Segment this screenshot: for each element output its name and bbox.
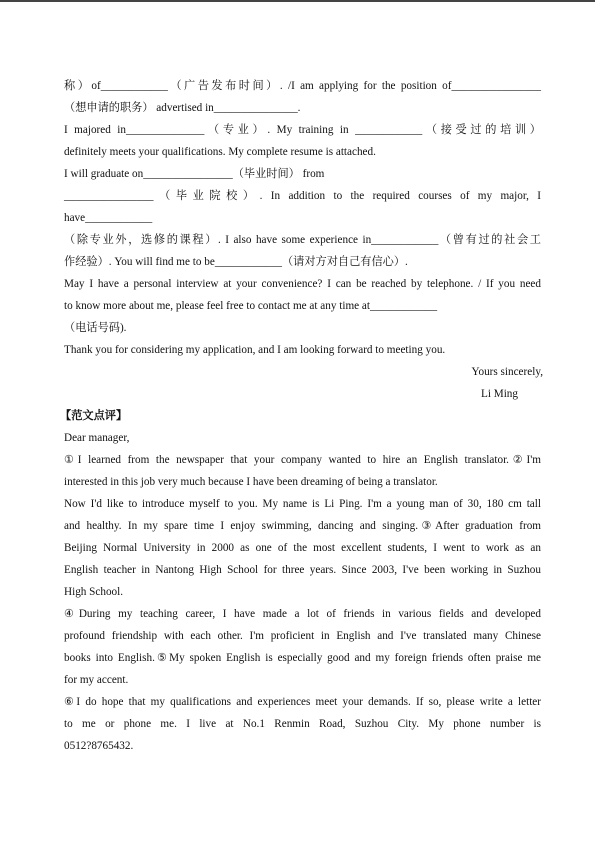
template-line-8: （除专业外，选修的课程）. I also have some experience in____________（曾有过的社会工 <box>64 234 541 246</box>
sample-line-4: and healthy. In my spare time I enjoy swimming, dancing and singing.③After graduation from <box>64 520 541 532</box>
sample-line-3: Now I'd like to introduce myself to you. My name is Li Ping. I'm a young man of 30, 180 cm tall <box>64 498 541 510</box>
sample-line-7: High School. <box>64 586 124 598</box>
sample-line-6: English teacher in Nantong High School for three years. Since 2003, I've been working in Suzhou <box>64 564 541 576</box>
top-rule <box>0 0 595 2</box>
sample-line-13: to me or phone me. I live at No.1 Renmin Road, Suzhou City. My phone number is <box>64 718 541 730</box>
sample-line-2: interested in this job very much because I have been dreaming of being a translator. <box>64 476 438 488</box>
sample-line-8: ④During my teaching career, I have made a lot of friends in various fields and developed <box>64 608 541 620</box>
template-line-3: I majored in______________（专业）. My training in ____________（接受过的培训） <box>64 124 541 136</box>
closing-yours-sincerely: Yours sincerely, <box>471 366 543 378</box>
template-line-9: 作经验）. You will find me to be____________（请对方对自己有信心）. <box>64 256 408 268</box>
signature-name: Li Ming <box>481 388 518 400</box>
template-line-12: （电话号码). <box>64 322 127 334</box>
template-line-11: to know more about me, please feel free to contact me at any time at____________ <box>64 300 438 312</box>
sample-line-11: for my accent. <box>64 674 129 686</box>
sample-line-5: Beijing Normal University in 2000 as one of the most excellent students, I went to work as an <box>64 542 541 554</box>
template-line-5: I will graduate on________________（毕业时间） from <box>64 168 325 180</box>
sample-line-10: books into English.⑤My spoken English is especially good and my foreign friends often praise me <box>64 652 541 664</box>
sample-line-14: 0512?8765432. <box>64 740 134 752</box>
template-line-4: definitely meets your qualifications. My complete resume is attached. <box>64 146 376 158</box>
template-line-2: （想申请的职务） advertised in_______________. <box>64 102 301 114</box>
template-line-1: 称）of____________（广告发布时间）. /I am applying for the position of________________ <box>64 80 541 92</box>
template-line-6: ________________（毕业院校）. In addition to the required courses of my major, I <box>64 190 541 202</box>
sample-line-1: ①I learned from the newspaper that your company wanted to hire an English translator.②I'm <box>64 454 541 466</box>
template-line-13: Thank you for considering my application, and I am looking forward to meeting you. <box>64 344 446 356</box>
sample-line-12: ⑥I do hope that my qualifications and experiences meet your demands. If so, please write a letter <box>64 696 541 708</box>
sample-line-9: profound friendship with each other. I'm proficient in English and I've translated many Chinese <box>64 630 541 642</box>
section-heading: 【范文点评】 <box>60 410 128 422</box>
salutation: Dear manager, <box>64 432 130 444</box>
template-line-10: May I have a personal interview at your convenience? I can be reached by telephone. / If you need <box>64 278 541 290</box>
template-line-7: have____________ <box>64 212 153 224</box>
